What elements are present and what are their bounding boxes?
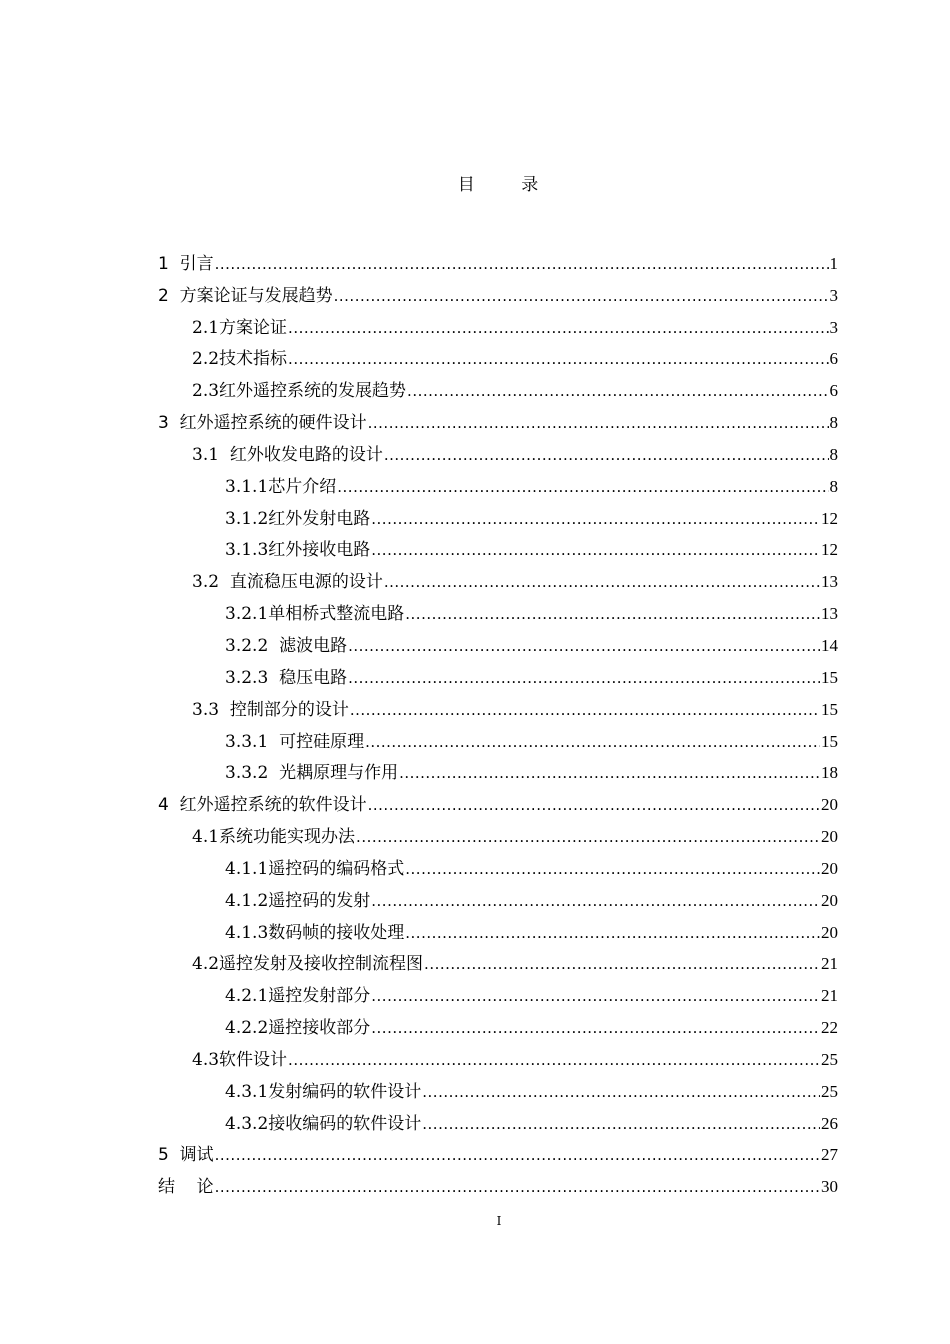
toc-entry-page: 3 (829, 285, 838, 305)
toc-entry-page: 27 (821, 1145, 838, 1165)
toc-entry-label: 3.3 控制部分的设计 (192, 699, 349, 720)
toc-entry-page: 6 (829, 381, 838, 401)
toc-entry-label: 3.2.3 稳压电路 (225, 667, 348, 688)
toc-entry-label: 4 红外遥控系统的软件设计 (158, 795, 367, 816)
dot-leader (350, 700, 820, 720)
dot-leader (384, 572, 820, 592)
toc-entry[interactable] (158, 529, 838, 561)
toc-entry-label: 4.3.1发射编码的软件设计 (225, 1081, 422, 1102)
toc-entry-label: 2.3红外遥控系统的发展趋势 (192, 381, 407, 402)
toc-entry[interactable] (158, 688, 838, 720)
toc-entry-page: 21 (821, 986, 838, 1006)
toc-entry-label: 2 方案论证与发展趋势 (158, 285, 333, 306)
toc-entry-label: 4.2.1遥控发射部分 (225, 986, 371, 1007)
toc-entry-label: 4.3软件设计 (192, 1049, 288, 1070)
dot-leader (407, 381, 828, 401)
dot-leader (384, 445, 829, 465)
toc-entry[interactable] (158, 656, 838, 688)
dot-leader (422, 1082, 820, 1102)
toc-entry-label: 1 引言 (158, 253, 214, 274)
toc-entry[interactable] (158, 624, 838, 656)
page-number: I (496, 1214, 502, 1228)
dot-leader (288, 318, 828, 338)
toc-entry[interactable] (158, 847, 838, 879)
toc-entry[interactable] (158, 242, 838, 274)
dot-leader (334, 286, 829, 306)
toc-entry-label: 3 红外遥控系统的硬件设计 (158, 413, 367, 434)
toc-entry[interactable] (158, 1070, 838, 1102)
toc-entry-page: 8 (829, 476, 838, 496)
toc-title: 目 录 (457, 175, 541, 195)
toc-entry-page: 25 (821, 1049, 838, 1069)
toc-entry-label: 5 调试 (158, 1145, 214, 1166)
toc-entry-page: 25 (821, 1081, 838, 1101)
toc-entry-page: 21 (821, 954, 838, 974)
dot-leader (356, 827, 820, 847)
toc-entry-label: 2.1方案论证 (192, 317, 288, 338)
toc-entry-label: 2.2技术指标 (192, 349, 288, 370)
dot-leader (371, 986, 820, 1006)
dot-leader (288, 1050, 820, 1070)
dot-leader (405, 604, 820, 624)
toc-entry-label: 3.1.1芯片介绍 (225, 476, 337, 497)
toc-entry[interactable] (158, 943, 838, 975)
dot-leader (399, 763, 820, 783)
table-of-contents (158, 242, 838, 1197)
dot-leader (348, 636, 820, 656)
toc-entry[interactable] (158, 879, 838, 911)
dot-leader (405, 923, 820, 943)
toc-entry-page: 3 (829, 317, 838, 337)
toc-entry-page: 18 (821, 763, 838, 783)
toc-entry[interactable] (158, 369, 838, 401)
toc-entry-page: 13 (821, 572, 838, 592)
toc-entry-page: 15 (821, 731, 838, 751)
toc-entry-page: 20 (821, 795, 838, 815)
toc-entry-page: 26 (821, 1113, 838, 1133)
toc-entry-page: 13 (821, 604, 838, 624)
toc-entry-label: 3.1 红外收发电路的设计 (192, 444, 383, 465)
toc-entry[interactable] (158, 1006, 838, 1038)
toc-entry-label: 3.3.2 光耦原理与作用 (225, 763, 399, 784)
toc-entry[interactable] (158, 783, 838, 815)
toc-entry-page: 30 (821, 1177, 838, 1197)
toc-entry[interactable] (158, 433, 838, 465)
toc-entry-page: 12 (821, 540, 838, 560)
toc-entry-label: 结 论 (158, 1177, 214, 1198)
dot-leader (215, 254, 829, 274)
toc-entry-page: 15 (821, 699, 838, 719)
toc-entry[interactable] (158, 911, 838, 943)
toc-entry-label: 3.2 直流稳压电源的设计 (192, 572, 383, 593)
toc-entry-page: 20 (821, 890, 838, 910)
dot-leader (424, 954, 820, 974)
toc-entry[interactable] (158, 560, 838, 592)
toc-entry-page: 14 (821, 635, 838, 655)
toc-entry-page: 20 (821, 858, 838, 878)
toc-entry-label: 4.2.2遥控接收部分 (225, 1018, 371, 1039)
toc-entry-label: 4.1.3数码帧的接收处理 (225, 922, 405, 943)
toc-entry-label: 3.2.1单相桥式整流电路 (225, 604, 405, 625)
toc-entry[interactable] (158, 274, 838, 306)
toc-entry-page: 15 (821, 667, 838, 687)
toc-entry-label: 3.3.1 可控硅原理 (225, 731, 365, 752)
dot-leader (215, 1145, 820, 1165)
toc-entry[interactable] (158, 1038, 838, 1070)
toc-entry-page: 6 (829, 349, 838, 369)
toc-entry[interactable] (158, 592, 838, 624)
toc-entry-label: 4.2遥控发射及接收控制流程图 (192, 954, 424, 975)
toc-entry[interactable] (158, 338, 838, 370)
toc-entry-label: 3.1.2红外发射电路 (225, 508, 371, 529)
toc-entry[interactable] (158, 1102, 838, 1134)
toc-entry[interactable] (158, 720, 838, 752)
toc-entry-label: 4.3.2接收编码的软件设计 (225, 1113, 422, 1134)
dot-leader (368, 413, 829, 433)
toc-entry-page: 12 (821, 508, 838, 528)
toc-entry[interactable] (158, 752, 838, 784)
dot-leader (365, 732, 820, 752)
dot-leader (215, 1177, 820, 1197)
toc-entry-label: 3.1.3红外接收电路 (225, 540, 371, 561)
toc-entry-page: 20 (821, 922, 838, 942)
toc-entry[interactable] (158, 306, 838, 338)
toc-entry-page: 1 (829, 253, 838, 273)
dot-leader (348, 668, 820, 688)
toc-entry[interactable] (158, 401, 838, 433)
dot-leader (422, 1114, 820, 1134)
dot-leader (337, 477, 828, 497)
toc-entry[interactable] (158, 497, 838, 529)
toc-entry[interactable] (158, 815, 838, 847)
toc-entry-page: 8 (829, 444, 838, 464)
toc-entry-label: 3.2.2 滤波电路 (225, 635, 348, 656)
toc-entry[interactable] (158, 465, 838, 497)
toc-entry-page: 22 (821, 1018, 838, 1038)
toc-entry-label: 4.1.1遥控码的编码格式 (225, 858, 405, 879)
dot-leader (405, 859, 820, 879)
toc-entry[interactable] (158, 1134, 838, 1166)
dot-leader (371, 891, 820, 911)
toc-entry-label: 4.1.2遥控码的发射 (225, 890, 371, 911)
toc-entry[interactable] (158, 974, 838, 1006)
dot-leader (371, 540, 820, 560)
dot-leader (368, 795, 820, 815)
dot-leader (371, 509, 820, 529)
toc-entry-page: 8 (829, 413, 838, 433)
dot-leader (371, 1018, 820, 1038)
dot-leader (288, 349, 828, 369)
toc-entry-label: 4.1系统功能实现办法 (192, 827, 356, 848)
toc-entry-page: 20 (821, 827, 838, 847)
toc-entry[interactable] (158, 1165, 838, 1197)
